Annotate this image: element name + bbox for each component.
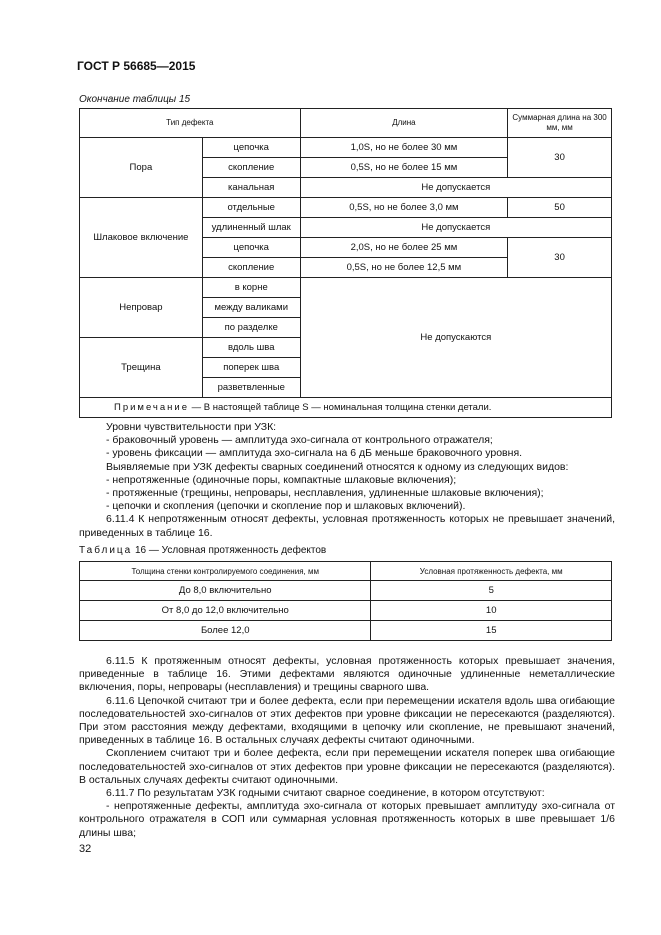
table-row [80,138,612,158]
sum-value: 30 [508,138,612,178]
header-defect-length: Условная протяженность дефекта, мм [371,562,612,581]
table-16 [79,561,612,641]
sum-value: 30 [508,238,612,278]
paragraph: 6.11.7 По результатам УЗК годными считают сварное соединение, в котором отсутствуют: [106,787,545,800]
sub-type: отдельные [202,198,300,218]
table16-caption [79,545,326,556]
length-value: 2,0S, но не более 25 мм [300,238,507,258]
note-text: — В настоящей таблице S — номинальная толщина стенки детали. [189,402,492,413]
list-item: - браковочный уровень — амплитуда эхо-сигнала от контрольного отражателя; [106,434,493,447]
header-length: Длина [300,109,507,138]
text-block-1 [79,421,615,540]
list-item: - непротяженные (одиночные поры, компактные шлаковые включения); [106,473,457,486]
length-cell: 5 [371,581,612,601]
sub-type: разветвленные [202,378,300,398]
header-defect-type: Тип дефекта [80,109,301,138]
list-item: - цепочки и скопления (цепочки и скопление пор и шлаковых включений). [106,500,466,513]
document-header: ГОСТ Р 56685—2015 [77,59,196,73]
list-item: - протяженные (трещины, непровары, несплавления, удлиненные шлаковые включения); [106,487,544,500]
length-value: Не допускается [300,218,611,238]
table-row [80,198,612,218]
group-shlak: Шлаковое включение [80,198,203,278]
sub-type: скопление [202,158,300,178]
length-cell: 15 [371,621,612,641]
sub-type: вдоль шва [202,338,300,358]
table-header-row [80,562,612,581]
group-pora: Пора [80,138,203,198]
table-note-row [80,398,612,418]
length-value: Не допускается [300,178,611,198]
thickness-cell: До 8,0 включительно [80,581,371,601]
sub-type: скопление [202,258,300,278]
paragraph: Выявляемые при УЗК дефекты сварных соединений относятся к одному из следующих видов: [106,460,569,473]
text-block-2 [79,655,615,840]
list-item: - непротяженные дефекты, амплитуда эхо-сигнала от которых превышает амплитуду эхо-сигнала от контрольного отражателя в СОП или суммарная условная протяженность которых в шве превышает 1/6 длины шва; [79,800,615,839]
sub-type: в корне [202,278,300,298]
length-value: 0,5S, но не более 3,0 мм [300,198,507,218]
length-value: 0,5S, но не более 15 мм [300,158,507,178]
table16-caption-text: 16 — Условная протяженность дефектов [132,545,327,556]
sum-value: 50 [508,198,612,218]
sub-type: по разделке [202,318,300,338]
list-item: - уровень фиксации — амплитуда эхо-сигнала на 6 дБ меньше браковочного уровня. [106,447,523,460]
table-row [80,581,612,601]
table-row [80,601,612,621]
sub-type: удлиненный шлак [202,218,300,238]
sub-type: цепочка [202,138,300,158]
note-label: Примечание [114,402,189,413]
length-value: Не допускаются [300,278,611,398]
header-thickness: Толщина стенки контролируемого соединения, мм [80,562,371,581]
table-note [80,398,612,418]
sub-type: между валиками [202,298,300,318]
length-value: 0,5S, но не более 12,5 мм [300,258,507,278]
group-neprovar: Непровар [80,278,203,338]
table15-caption: Окончание таблицы 15 [79,94,191,105]
paragraph: 6.11.4 К непротяженным относят дефекты, условная протяженность которых не превышает значений, приведенных в таблице 16. [79,513,615,539]
page-number: 32 [79,843,92,855]
group-treshchina: Трещина [80,338,203,398]
header-total-length: Суммарная длина на 300 мм, мм [508,109,612,138]
table16-caption-label: Таблица [79,545,133,556]
table-15 [79,108,612,418]
paragraph: Скоплением считают три и более дефекта, если при перемещении искателя поперек шва огибающие последовательностей эхо-сигналов от этих дефектов при уровне фиксации не пересекаются (разделяются). В остальных случаях дефекты считают одиночными. [79,747,615,786]
table-row [80,621,612,641]
paragraph: 6.11.5 К протяженным относят дефекты, условная протяженность которых превышает значения, приведенные в таблице 16. Этими дефектами являются одиночные удлиненные неметаллические включения, поры, непровары (несплавления) и трещины сварного шва. [79,655,615,694]
length-cell: 10 [371,601,612,621]
length-value: 1,0S, но не более 30 мм [300,138,507,158]
sub-type: канальная [202,178,300,198]
table-header-row [80,109,612,138]
thickness-cell: Более 12,0 [80,621,371,641]
table-row [80,278,612,298]
sub-type: поперек шва [202,358,300,378]
sub-type: цепочка [202,238,300,258]
paragraph: Уровни чувствительности при УЗК: [106,421,277,433]
thickness-cell: От 8,0 до 12,0 включительно [80,601,371,621]
paragraph: 6.11.6 Цепочкой считают три и более дефекта, если при перемещении искателя вдоль шва огибающие последовательностей эхо-сигналов от этих дефектов при уровне фиксации не пересекаются (разделяются). При этом расстояния между дефектами, входящими в цепочку или скопление, не превышают значений, приведенных в таблице 16. В остальных случаях дефекты считают одиночными. [79,694,615,747]
